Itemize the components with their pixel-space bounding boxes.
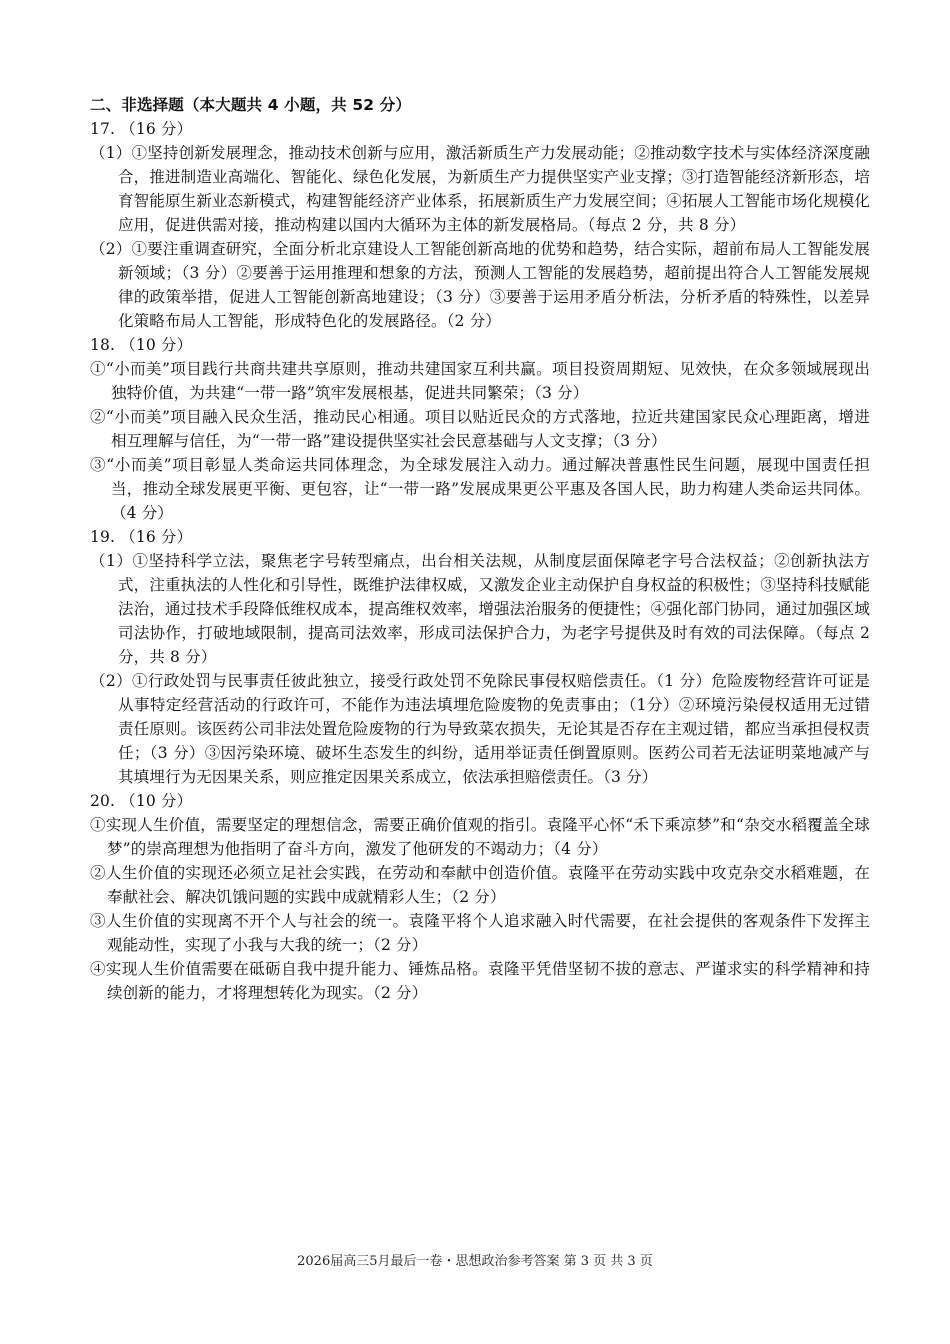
question-17-header: 17. （16 分） xyxy=(90,120,193,138)
question-18-point-1: ①“小而美”项目践行共商共建共享原则，推动共建国家互利共赢。项目投资周期短、见效快，在众多领域展现出独特价值，为共建“一带一路”筑牢发展根基，促进共同繁荣；（3 分） xyxy=(90,360,870,402)
page-footer: 2026届高三5月最后一卷・思想政治参考答案 第 3 页 共 3 页 xyxy=(297,1254,653,1269)
question-19-part-2: （2）①行政处罚与民事责任彼此独立，接受行政处罚不免除民事侵权赔偿责任。（1 分）危险废物经营许可证是从事特定经营活动的行政许可，不能作为违法填埋危险废物的免责事由；（1分）②环境污染侵权适用无过错责任原则。该医药公司非法处置危险废物的行为导致菜农损失，无论其是否存在主观过错，都应当承担侵权责任；（3 分）③因污染环境、破坏生态发生的纠纷，适用举证责任倒置原则。医药公司若无法证明菜地减产与其填埋行为无因果关系，则应推定因果关系成立，依法承担赔偿责任。（3 分） xyxy=(90,672,870,786)
question-19-header: 19. （16 分） xyxy=(90,528,193,546)
question-18-point-3: ③“小而美”项目彰显人类命运共同体理念，为全球发展注入动力。通过解决普惠性民生问题，展现中国责任担当，推动全球发展更平衡、更包容，让“一带一路”发展成果更公平惠及各国人民，助力构建人类命运共同体。（4 分） xyxy=(90,456,870,522)
question-19 xyxy=(90,525,870,789)
section-heading: 二、非选择题（本大题共 4 小题，共 52 分） xyxy=(90,96,412,114)
question-18-point-2: ②“小而美”项目融入民众生活，推动民心相通。项目以贴近民众的方式落地，拉近共建国家民众心理距离，增进相互理解与信任，为“一带一路”建设提供坚实社会民意基础与人文支撑；（3 分） xyxy=(90,408,870,450)
question-20 xyxy=(90,789,870,1005)
question-17 xyxy=(90,117,870,333)
question-17-part-1: （1）①坚持创新发展理念，推动技术创新与应用，激活新质生产力发展动能；②推动数字技术与实体经济深度融合，推进制造业高端化、智能化、绿色化发展，为新质生产力提供坚实产业支撑；③打造智能经济新形态，培育智能原生新业态新模式，构建智能经济产业体系，拓展新质生产力发展空间；④拓展人工智能市场化规模化应用，促进供需对接，推动构建以国内大循环为主体的新发展格局。（每点 2 分，共 8 分） xyxy=(90,144,870,234)
question-17-part-2: （2）①要注重调查研究，全面分析北京建设人工智能创新高地的优势和趋势，结合实际，超前布局人工智能发展新领域；（3 分）②要善于运用推理和想象的方法，预测人工智能的发展趋势，超前提出符合人工智能发展规律的政策举措，促进人工智能创新高地建设；（3 分）③要善于运用矛盾分析法，分析矛盾的特殊性，以差异化策略布局人工智能，形成特色化的发展路径。（2 分） xyxy=(90,240,870,330)
question-20-point-2: ②人生价值的实现还必须立足社会实践，在劳动和奉献中创造价值。袁隆平在劳动实践中攻克杂交水稻难题，在奉献社会、解决饥饿问题的实践中成就精彩人生；（2 分） xyxy=(90,864,870,906)
answer-key-body xyxy=(90,93,870,1005)
question-20-header: 20. （10 分） xyxy=(90,792,193,810)
question-18 xyxy=(90,333,870,525)
question-19-part-1: （1）①坚持科学立法，聚焦老字号转型痛点，出台相关法规，从制度层面保障老字号合法权益；②创新执法方式，注重执法的人性化和引导性，既维护法律权威，又激发企业主动保护自身权益的积极性；③坚持科技赋能法治，通过技术手段降低维权成本，提高维权效率，增强法治服务的便捷性；④强化部门协同，通过加强区域司法协作，打破地域限制，提高司法效率，形成司法保护合力，为老字号提供及时有效的司法保障。（每点 2 分，共 8 分） xyxy=(90,552,870,666)
question-20-point-3: ③人生价值的实现离不开个人与社会的统一。袁隆平将个人追求融入时代需要，在社会提供的客观条件下发挥主观能动性，实现了小我与大我的统一；（2 分） xyxy=(90,912,870,954)
question-20-point-1: ①实现人生价值，需要坚定的理想信念，需要正确价值观的指引。袁隆平心怀“禾下乘凉梦”和“杂交水稻覆盖全球梦”的崇高理想为他指明了奋斗方向，激发了他研发的不竭动力；（4 分） xyxy=(90,816,870,858)
question-20-point-4: ④实现人生价值需要在砥砺自我中提升能力、锤炼品格。袁隆平凭借坚韧不拔的意志、严谨求实的科学精神和持续创新的能力，才将理想转化为现实。（2 分） xyxy=(90,960,870,1002)
question-18-header: 18. （10 分） xyxy=(90,336,193,354)
